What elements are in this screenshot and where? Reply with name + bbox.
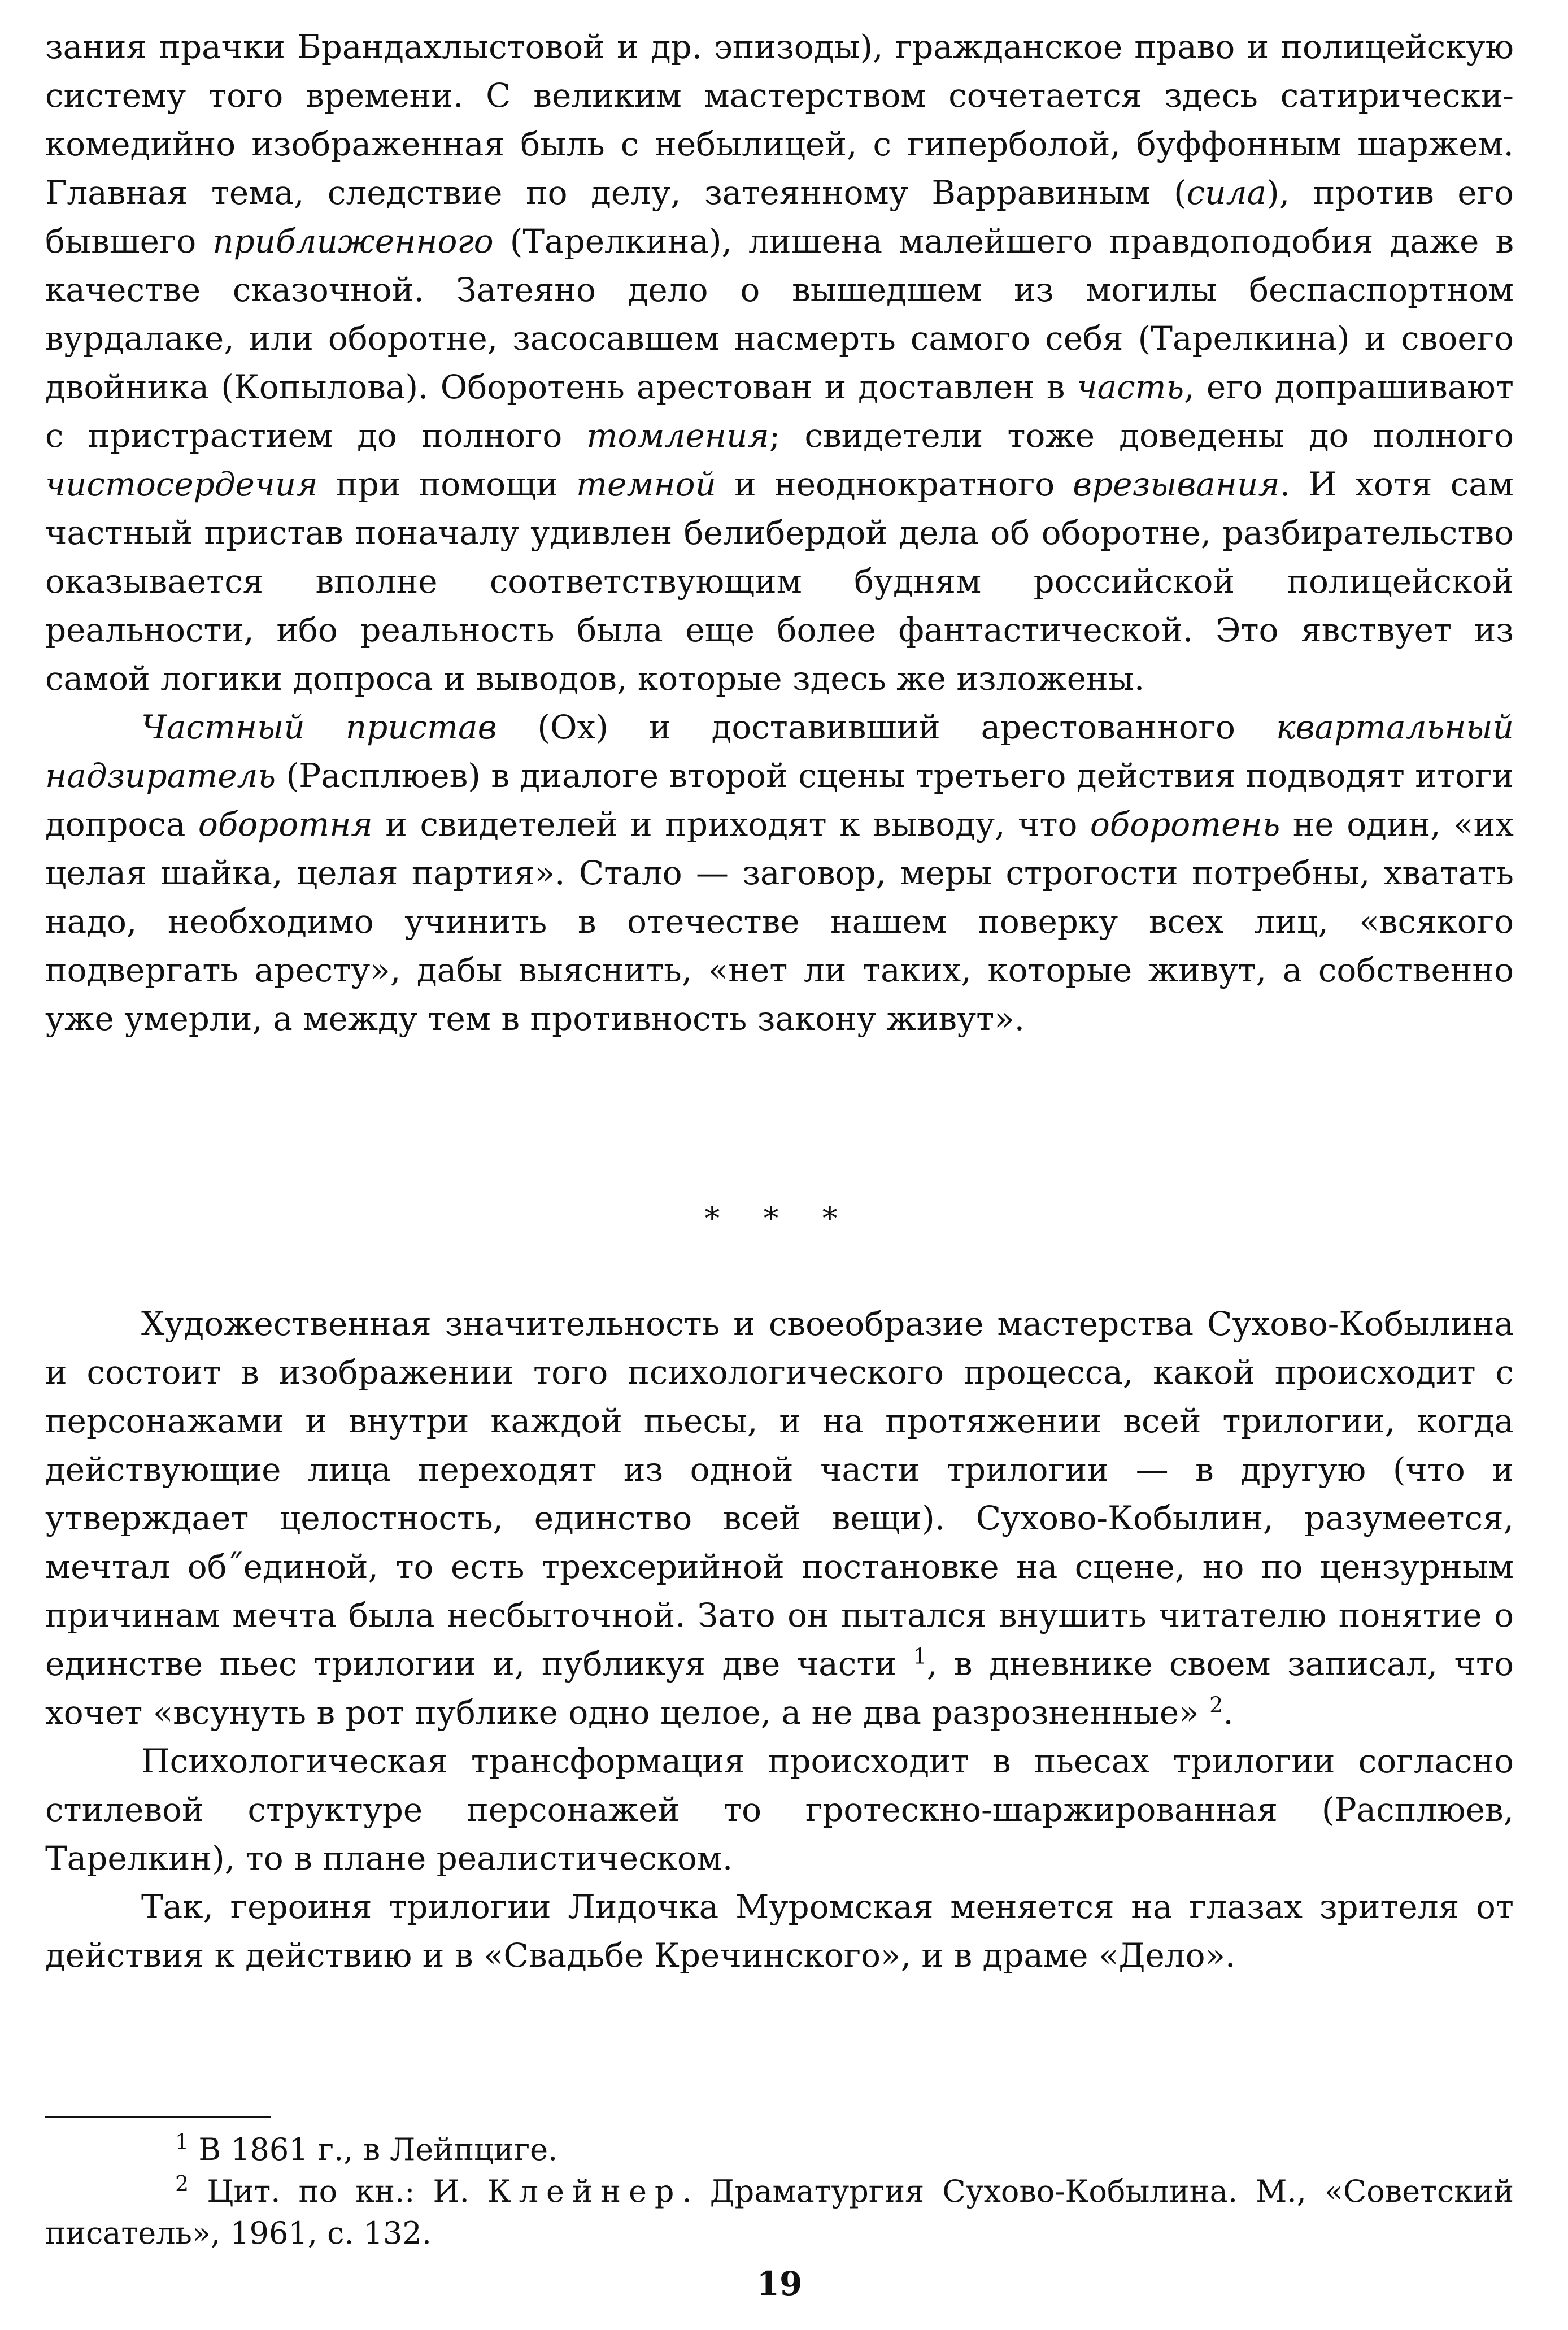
text-run: . bbox=[1223, 1693, 1234, 1732]
footnote-text: В 1861 г., в Лейпциге. bbox=[189, 2132, 558, 2167]
footnote-2 bbox=[45, 2171, 1514, 2254]
italic-term: сила bbox=[1186, 173, 1267, 212]
paragraph-1 bbox=[45, 23, 1514, 703]
footnote-ref: 1 bbox=[913, 1644, 927, 1669]
page-number: 19 bbox=[756, 2264, 803, 2303]
italic-term: чистосердечия bbox=[45, 465, 318, 503]
paragraph-3 bbox=[45, 1299, 1514, 1737]
footnote-mark: 1 bbox=[175, 2129, 189, 2154]
footnote-ref: 2 bbox=[1209, 1692, 1223, 1718]
book-page bbox=[45, 23, 1514, 2303]
footnote-divider bbox=[45, 2116, 271, 2118]
italic-term: квартальный надзиратель bbox=[45, 708, 1514, 795]
footnote-mark: 2 bbox=[175, 2171, 189, 2196]
text-run: ), против его бывшего bbox=[45, 173, 1514, 260]
footnotes bbox=[45, 2129, 1514, 2254]
text-run: (Расплюев) в диалоге второй сцены третьего действия подводят итоги допроса bbox=[45, 757, 1514, 844]
footnote-text: Цит. по кн.: И. bbox=[189, 2173, 487, 2209]
italic-term: томления bbox=[586, 416, 769, 455]
text-run: при помощи bbox=[317, 465, 577, 503]
italic-term: темной bbox=[576, 465, 716, 503]
footnote-author: Клейнер bbox=[487, 2173, 682, 2209]
paragraph-2 bbox=[45, 703, 1514, 1043]
text-run: и свидетелей и приходят к выводу, что bbox=[372, 805, 1090, 844]
section-2 bbox=[45, 1299, 1514, 1980]
italic-term: Частный пристав bbox=[141, 708, 497, 746]
italic-term: приближенного bbox=[212, 222, 494, 260]
text-run: , в дневнике своем записал, что хочет «всунуть в рот публике одно целое, а не два разрозненные» bbox=[45, 1645, 1514, 1732]
text-run: зания прачки Брандахлыстовой и др. эпизоды), гражданское право и полицейскую систему того времени. С великим мастерством сочетается здесь сатирически-комедийно изображенная быль с небылицей, с гиперболой, буффонным шаржем. Главная тема, следствие по делу, затеянному Варравиным ( bbox=[45, 28, 1514, 212]
text-run: ; свидетели тоже доведены до полного bbox=[769, 416, 1514, 455]
text-run: Художественная значительность и своеобразие мастерства Сухово-Кобылина и состоит в изображении того психологического процесса, какой происходит с персонажами и внутри каждой пьесы, и на протяжении всей трилогии, когда действующие лица переходят из одной части трилогии — в другую (что и утверждает целостность, единство всей вещи). Сухово-Кобылин, разумеется, мечтал об˝единой, то есть трехсерийной постановке на сцене, но по цензурным причинам мечта была несбыточной. Зато он пытался внушить читателю понятие о единстве пьес трилогии и, публикуя две части bbox=[45, 1305, 1514, 1683]
italic-term: оборотня bbox=[198, 805, 373, 844]
footnote-1 bbox=[45, 2129, 1514, 2171]
text-run: и неоднократного bbox=[716, 465, 1073, 503]
text-run: (Тарелкина), лишена малейшего правдоподобия даже в качестве сказочной. Затеяно дело о вышедшем из могилы беспаспортном вурдалаке, или оборотне, засосавшем насмерть самого себя (Тарелкина) и своего двойника (Копылова). Оборотень арестован и доставлен в bbox=[45, 222, 1514, 406]
paragraph-5: Так, героиня трилогии Лидочка Муромская меняется на глазах зрителя от действия к действию и в «Свадьбе Кречинского», и в драме «Дело». bbox=[45, 1888, 1514, 1975]
text-run: . И хотя сам частный пристав поначалу удивлен белибердой дела об оборотне, разбирательство оказывается вполне соответствующим будням российской полицейской реальности, ибо реальность была еще более фантастической. Это явствует из самой логики допроса и выводов, которые здесь же изложены. bbox=[45, 465, 1514, 698]
text-run: не один, «их целая шайка, целая партия». Стало — заговор, меры строгости потребны, хватать надо, необходимо учинить в отечестве нашем поверку всех лиц, «всякого подвергать аресту», дабы выяснить, «нет ли таких, которые живут, а собственно уже умерли, а между тем в противность закону живут». bbox=[45, 805, 1514, 1038]
italic-term: часть bbox=[1077, 368, 1184, 406]
italic-term: оборотень bbox=[1090, 805, 1280, 844]
italic-term: врезывания bbox=[1073, 465, 1280, 503]
text-run: , его допрашивают с пристрастием до полного bbox=[45, 368, 1514, 455]
text-run: (Ох) и доставивший арестованного bbox=[496, 708, 1277, 746]
section-divider: * * * bbox=[704, 1201, 855, 1236]
footnote-text: . Драматургия Сухово-Кобылина. М., «Советский писатель», 1961, с. 132. bbox=[45, 2173, 1514, 2251]
paragraph-4: Психологическая трансформация происходит в пьесах трилогии согласно стилевой структуре персонажей то гротескно-шаржированная (Расплюев, Тарелкин), то в плане реалистическом. bbox=[45, 1742, 1514, 1877]
